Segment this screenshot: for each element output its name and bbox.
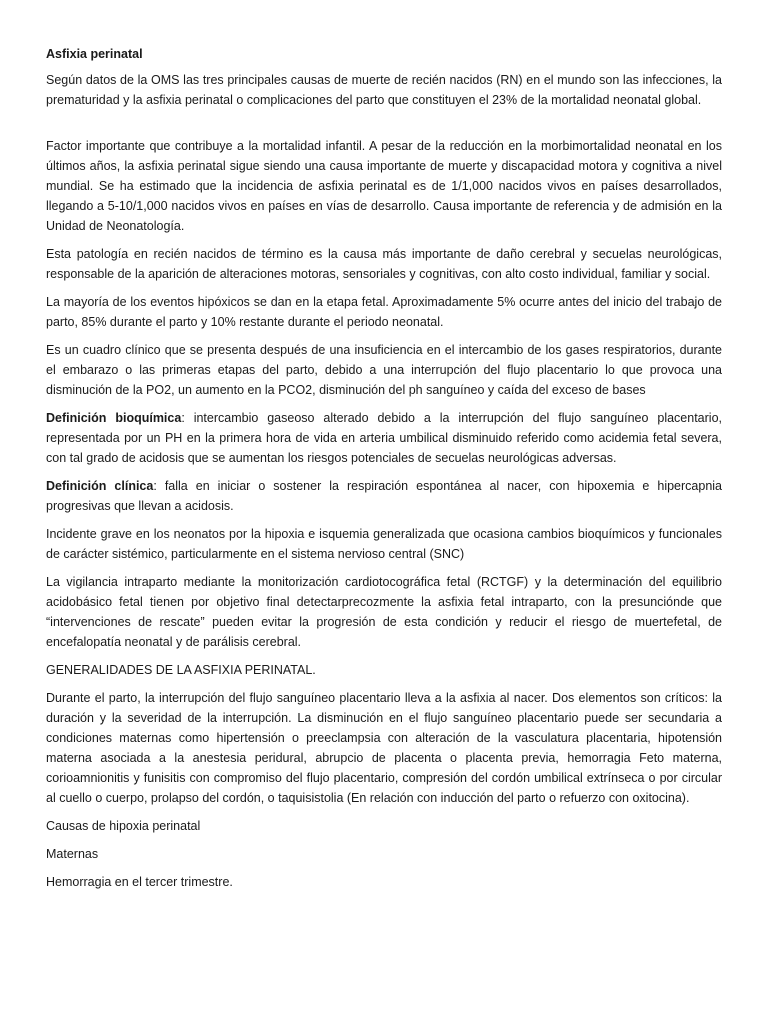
- section-heading-generalities: GENERALIDADES DE LA ASFIXIA PERINATAL.: [46, 663, 316, 677]
- paragraph-clinical-definition: [46, 476, 722, 516]
- paragraph-hypoxic-events: La mayoría de los eventos hipóxicos se dan en la etapa fetal. Aproximadamente 5% ocurre antes del inicio del trabajo de parto, 85% durante el parto y 10% restante durante el periodo neonatal.: [46, 295, 722, 329]
- biochemical-definition-text: : intercambio gaseoso alterado debido a la interrupción del flujo sanguíneo placentario, representada por un PH en la primera hora de vida en arteria umbilical disminuido referido como acidemia fetal severa, con tal grado de acidosis que se aumentan los riesgos potenciales de secuelas neurológicas adversas.: [46, 411, 722, 465]
- paragraph-oms-causes: Según datos de la OMS las tres principales causas de muerte de recién nacidos (RN) en el mundo son las infecciones, la prematuridad y la asfixia perinatal o complicaciones del parto que constituyen el 23% de la mortalidad neonatal global.: [46, 73, 722, 107]
- paragraph-biochemical-definition: [46, 408, 722, 468]
- line-third-trimester-hemorrhage: Hemorragia en el tercer trimestre.: [46, 875, 233, 889]
- paragraph-term-newborns: Esta patología en recién nacidos de término es la causa más importante de daño cerebral y secuelas neurológicas, responsable de la aparición de alteraciones motoras, sensoriales y cognitivas, con alto costo individual, familiar y social.: [46, 247, 722, 281]
- paragraph-during-labor: Durante el parto, la interrupción del flujo sanguíneo placentario lleva a la asfixia al nacer. Dos elementos son críticos: la duración y la severidad de la interrupción. La disminución en el flujo sanguíneo placentario puede ser secundaria a condiciones maternas como hipertensión o preeclampsia con alteración de la vasculatura placentaria, hipotensión materna asociada a la anestesia peridural, abrupcio de placenta o placenta previa, hemorragia Feto materna, corioamnionitis y funisitis con compromiso del flujo placentario, compresión del cordón umbilical extrínseca o por circular al cuello o cuerpo, prolapso del cordón, o taquisistolia (En relación con inducción del parto o refuerzo con oxitocina).: [46, 691, 722, 805]
- document-title: Asfixia perinatal: [46, 47, 143, 61]
- clinical-definition-text: : falla en iniciar o sostener la respiración espontánea al nacer, con hipoxemia e hipercapnia progresivas que llevan a acidosis.: [46, 479, 722, 513]
- line-maternal: Maternas: [46, 847, 99, 861]
- paragraph-intrapartum-monitoring: La vigilancia intraparto mediante la monitorización cardiotocográfica fetal (RCTGF) y la determinación del equilibrio acidobásico fetal tienen por objetivo final detectarprecozmente la asfixia fetal intraparto, con la presunciónde que “intervenciones de rescate” pueden evitar la progresión de esta condición y reducir el riesgo de muertefetal, de encefalopatía neonatal y de parálisis cerebral.: [46, 575, 722, 649]
- paragraph-severe-incident: Incidente grave en los neonatos por la hipoxia e isquemia generalizada que ocasiona cambios bioquímicos y funcionales de carácter sistémico, particularmente en el sistema nervioso central (SNC): [46, 527, 722, 561]
- document-page: [46, 44, 722, 900]
- clinical-definition-label: Definición clínica: [46, 479, 154, 493]
- paragraph-mortality-factor: Factor importante que contribuye a la mortalidad infantil. A pesar de la reducción en la morbimortalidad neonatal en los últimos años, la asfixia perinatal sigue siendo una causa importante de muerte y discapacidad motora y cognitiva a nivel mundial. Se ha estimado que la incidencia de asfixia perinatal es de 1/1,000 nacidos vivos en países desarrollados, llegando a 5-10/1,000 nacidos vivos en países en vías de desarrollo. Causa importante de referencia y de admisión en la Unidad de Neonatología.: [46, 139, 722, 233]
- biochemical-definition-label: Definición bioquímica: [46, 411, 182, 425]
- line-hypoxia-causes: Causas de hipoxia perinatal: [46, 819, 201, 833]
- paragraph-clinical-picture: Es un cuadro clínico que se presenta después de una insuficiencia en el intercambio de los gases respiratorios, durante el embarazo o las primeras etapas del parto, debido a una interrupción del flujo placentario lo que provoca una disminución de la PO2, un aumento en la PCO2, disminución del ph sanguíneo y caída del exceso de bases: [46, 343, 722, 397]
